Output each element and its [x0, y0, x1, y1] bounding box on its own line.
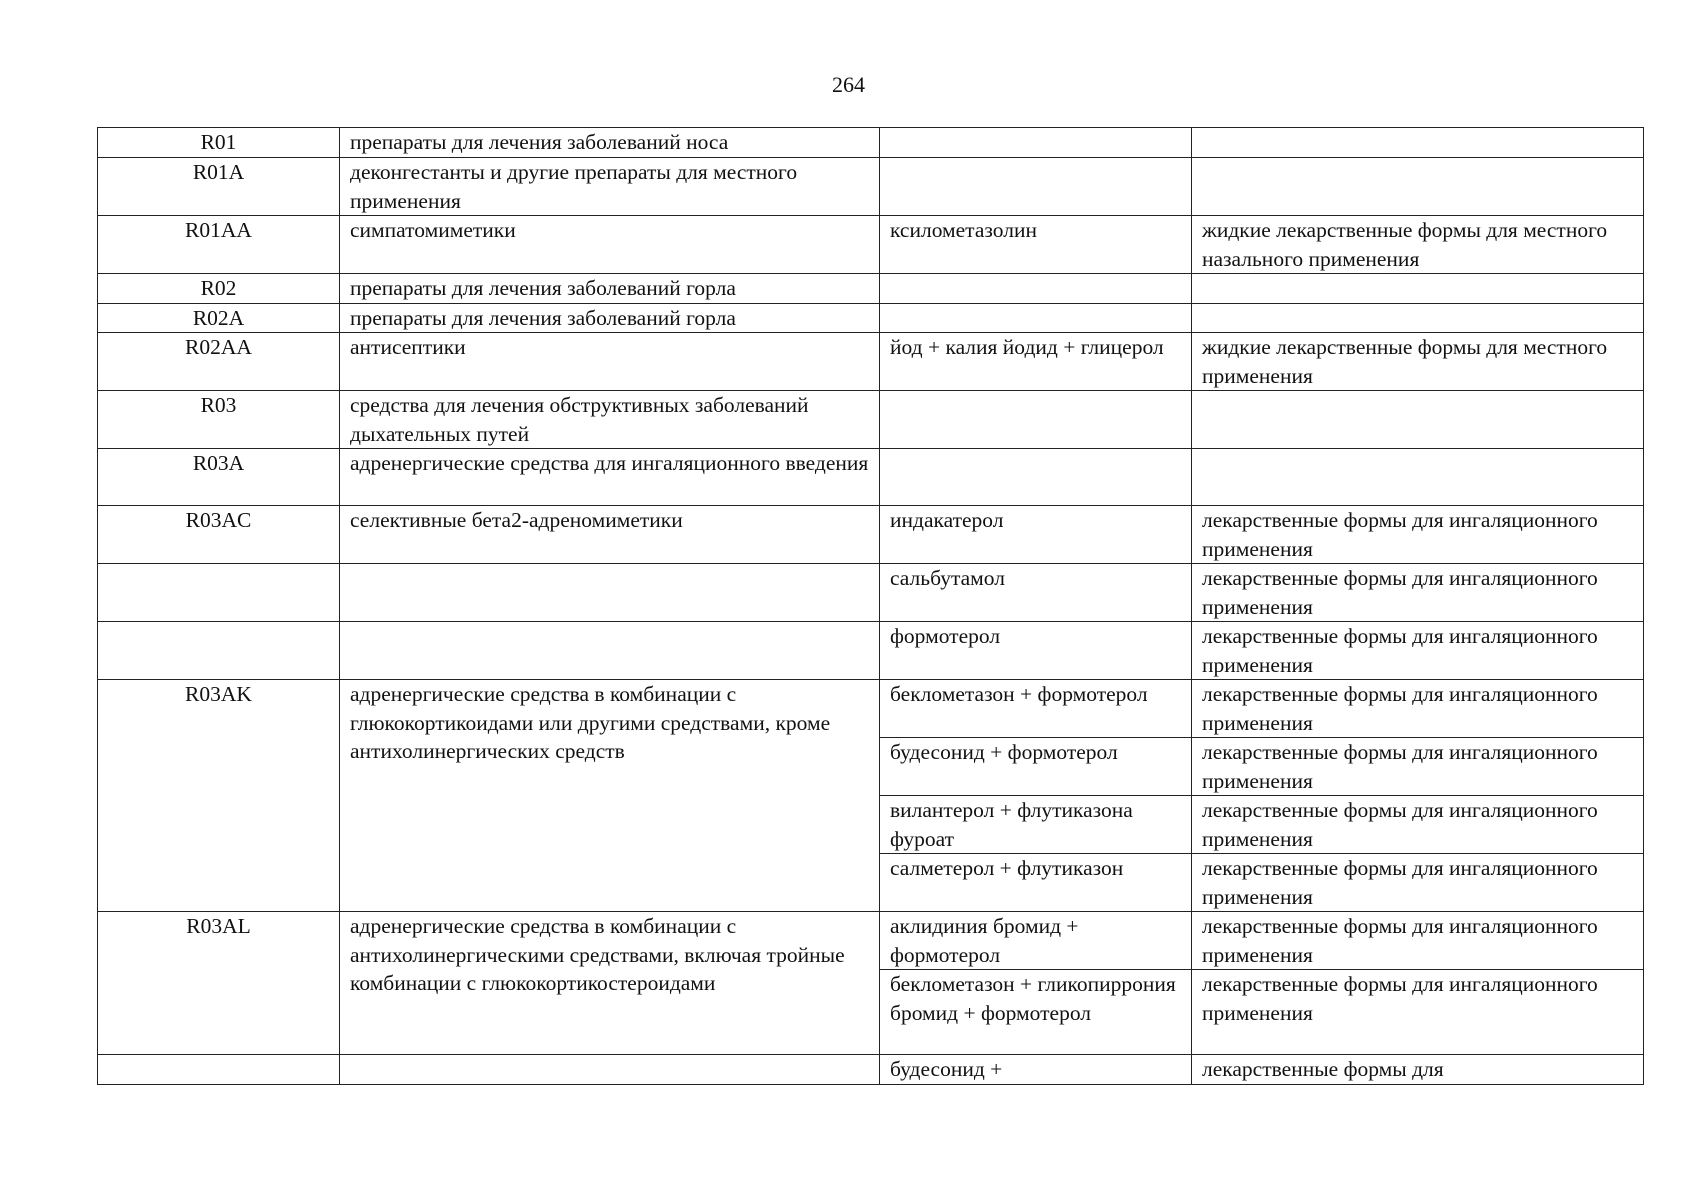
atc-code-cell: R02	[98, 274, 340, 304]
dosage-form-cell: лекарственные формы для ингаляционного применения	[1192, 622, 1644, 680]
table-row	[98, 391, 1644, 449]
atc-code-cell: R02A	[98, 303, 340, 333]
page-number: 264	[832, 72, 865, 97]
atc-code-cell: R03AL	[98, 912, 340, 1055]
drug-name-cell: формотерол	[880, 622, 1192, 680]
table-row	[98, 564, 1644, 622]
atc-code-cell: R03AK	[98, 680, 340, 912]
dosage-form-cell	[1192, 391, 1644, 449]
atc-code-cell	[98, 564, 340, 622]
dosage-form-cell	[1192, 449, 1644, 506]
table-row	[98, 622, 1644, 680]
atc-group-name-cell: антисептики	[340, 333, 880, 391]
atc-drug-table	[97, 127, 1644, 1085]
atc-code-cell: R02AA	[98, 333, 340, 391]
dosage-form-cell: лекарственные формы для ингаляционного применения	[1192, 970, 1644, 1055]
drug-name-cell	[880, 274, 1192, 304]
atc-group-name-cell	[340, 1055, 880, 1085]
dosage-form-cell: лекарственные формы для ингаляционного применения	[1192, 738, 1644, 796]
atc-group-name-cell: симпатомиметики	[340, 216, 880, 274]
atc-group-name-cell: препараты для лечения заболеваний носа	[340, 128, 880, 158]
table-row	[98, 128, 1644, 158]
table-row	[98, 506, 1644, 564]
drug-name-cell: индакатерол	[880, 506, 1192, 564]
drug-name-cell: беклометазон + гликопиррония бромид + формотерол	[880, 970, 1192, 1055]
drug-name-cell: аклидиния бромид + формотерол	[880, 912, 1192, 970]
atc-group-name-cell: деконгестанты и другие препараты для местного применения	[340, 158, 880, 216]
atc-code-cell: R03AC	[98, 506, 340, 564]
drug-name-cell: будесонид + формотерол	[880, 738, 1192, 796]
table-row	[98, 158, 1644, 216]
dosage-form-cell: жидкие лекарственные формы для местного назального применения	[1192, 216, 1644, 274]
table-row	[98, 912, 1644, 970]
table-row	[98, 680, 1644, 738]
dosage-form-cell: лекарственные формы для ингаляционного применения	[1192, 854, 1644, 912]
dosage-form-cell: лекарственные формы для ингаляционного применения	[1192, 912, 1644, 970]
atc-group-name-cell: средства для лечения обструктивных заболеваний дыхательных путей	[340, 391, 880, 449]
drug-name-cell: беклометазон + формотерол	[880, 680, 1192, 738]
atc-group-name-cell: адренергические средства в комбинации с глюкокортикоидами или другими средствами, кроме антихолинергических средств	[340, 680, 880, 912]
atc-code-cell: R01AA	[98, 216, 340, 274]
dosage-form-cell: лекарственные формы для ингаляционного применения	[1192, 564, 1644, 622]
drug-name-cell	[880, 449, 1192, 506]
dosage-form-cell	[1192, 158, 1644, 216]
drug-name-cell: будесонид +	[880, 1055, 1192, 1085]
table-row	[98, 274, 1644, 304]
atc-group-name-cell: адренергические средства в комбинации с антихолинергическими средствами, включая тройные комбинации с глюкокортикостероидами	[340, 912, 880, 1055]
dosage-form-cell	[1192, 303, 1644, 333]
table-row	[98, 333, 1644, 391]
atc-code-cell: R01	[98, 128, 340, 158]
atc-group-name-cell	[340, 564, 880, 622]
drug-name-cell	[880, 391, 1192, 449]
dosage-form-cell: лекарственные формы для	[1192, 1055, 1644, 1085]
table-row	[98, 216, 1644, 274]
drug-name-cell: вилантерол + флутиказона фуроат	[880, 796, 1192, 854]
table-row	[98, 449, 1644, 506]
drug-name-cell	[880, 158, 1192, 216]
dosage-form-cell	[1192, 128, 1644, 158]
atc-group-name-cell: селективные бета2-адреномиметики	[340, 506, 880, 564]
atc-group-name-cell: препараты для лечения заболеваний горла	[340, 274, 880, 304]
dosage-form-cell: лекарственные формы для ингаляционного применения	[1192, 796, 1644, 854]
atc-code-cell: R03	[98, 391, 340, 449]
drug-name-cell: салметерол + флутиказон	[880, 854, 1192, 912]
dosage-form-cell: жидкие лекарственные формы для местного применения	[1192, 333, 1644, 391]
atc-group-name-cell: адренергические средства для ингаляционного введения	[340, 449, 880, 506]
dosage-form-cell	[1192, 274, 1644, 304]
atc-code-cell: R01A	[98, 158, 340, 216]
atc-code-cell	[98, 622, 340, 680]
drug-name-cell	[880, 128, 1192, 158]
atc-group-name-cell: препараты для лечения заболеваний горла	[340, 303, 880, 333]
dosage-form-cell: лекарственные формы для ингаляционного применения	[1192, 680, 1644, 738]
atc-group-name-cell	[340, 622, 880, 680]
drug-name-cell: ксилометазолин	[880, 216, 1192, 274]
drug-name-cell: йод + калия йодид + глицерол	[880, 333, 1192, 391]
drug-name-cell	[880, 303, 1192, 333]
drug-name-cell: сальбутамол	[880, 564, 1192, 622]
atc-code-cell: R03A	[98, 449, 340, 506]
atc-code-cell	[98, 1055, 340, 1085]
dosage-form-cell: лекарственные формы для ингаляционного применения	[1192, 506, 1644, 564]
table-row	[98, 303, 1644, 333]
table-row	[98, 1055, 1644, 1085]
